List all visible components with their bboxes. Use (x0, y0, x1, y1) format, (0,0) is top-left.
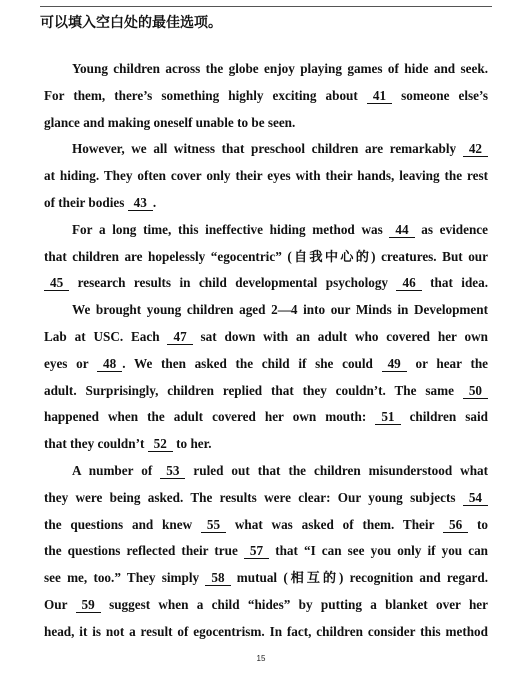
blank-59: 59 (76, 598, 101, 613)
text-run: to (477, 516, 488, 532)
passage-line (44, 592, 488, 619)
text-run: as evidence (421, 221, 488, 237)
passage-line (44, 110, 488, 137)
blank-56: 56 (443, 518, 468, 533)
text-run: that idea. (430, 275, 488, 291)
passage-line (44, 351, 488, 378)
text-run: A number of (72, 462, 153, 478)
blank-47: 47 (167, 330, 192, 345)
text-run: mutual (相互的) recognition and regard. (236, 570, 488, 586)
passage-line (44, 163, 488, 190)
text-run: research results in child developmental psychology (77, 275, 389, 291)
text-run: they were being asked. The results were clear: Our young subjects (44, 489, 456, 505)
text-run: of their bodies (44, 194, 125, 210)
passage-line (44, 83, 488, 110)
passage-line (44, 270, 488, 297)
passage-line (44, 565, 488, 592)
text-run: the questions and knew (44, 516, 193, 532)
text-run: eyes or (44, 355, 89, 371)
text-run: For them, there’s something highly exciting about (44, 87, 358, 103)
text-run: head, it is not a result of egocentrism. In fact, children consider this method (44, 623, 488, 639)
text-run: see me, too.” They simply (44, 570, 200, 586)
text-run: Our (44, 596, 68, 612)
passage-line (44, 378, 488, 405)
blank-49: 49 (382, 357, 407, 372)
text-run: happened when the adult covered her own mouth: (44, 409, 367, 425)
passage-line (44, 136, 488, 163)
passage-line (44, 297, 488, 324)
blank-55: 55 (201, 518, 226, 533)
text-run: However, we all witness that preschool children are remarkably (72, 141, 457, 157)
passage-line (44, 244, 488, 271)
text-run: suggest when a child “hides” by putting a blanket over her (109, 596, 488, 612)
text-run: to her. (176, 436, 212, 452)
passage-line (44, 404, 488, 431)
blank-45: 45 (44, 276, 69, 291)
blank-57: 57 (244, 544, 269, 559)
passage-line (44, 190, 488, 217)
text-run: Young children across the globe enjoy playing games of hide and seek. (72, 61, 488, 76)
blank-44: 44 (389, 223, 414, 238)
text-run: that “I can see you only if you can (275, 543, 488, 559)
text-run: Lab at USC. Each (44, 328, 160, 344)
passage-line (44, 619, 488, 646)
passage-line (44, 512, 488, 539)
instruction-header: 可以填入空白处的最佳选项。 (40, 15, 222, 31)
text-run: children said (409, 409, 488, 425)
text-run: that children are hopelessly “egocentric” (自我中心的) creatures. But our (44, 248, 488, 264)
blank-50: 50 (463, 384, 488, 399)
blank-53: 53 (160, 464, 185, 479)
passage-line (44, 431, 488, 458)
cloze-passage (44, 56, 488, 646)
text-run: the questions reflected their true (44, 543, 238, 559)
top-rule (40, 6, 492, 7)
blank-46: 46 (396, 276, 421, 291)
text-run: what was asked of them. Their (234, 516, 435, 532)
blank-48: 48 (97, 357, 122, 372)
blank-41: 41 (367, 89, 392, 104)
text-run: ruled out that the children misunderstood what (193, 462, 488, 478)
text-run: . (152, 194, 157, 210)
passage-line (44, 217, 488, 244)
blank-51: 51 (375, 410, 400, 425)
passage-line (44, 56, 488, 83)
text-run: glance and making oneself unable to be seen. (44, 114, 296, 130)
text-run: at hiding. They often cover only their eyes with their hands, leaving the rest (44, 168, 488, 184)
blank-58: 58 (205, 571, 230, 586)
text-run: someone else’s (401, 87, 488, 103)
text-run: We brought young children aged 2—4 into our Minds in Development (72, 302, 488, 318)
text-run: or hear the (415, 355, 488, 371)
text-run: . We then asked the child if she could (122, 355, 373, 371)
blank-43: 43 (128, 196, 153, 211)
blank-54: 54 (463, 491, 488, 506)
passage-line (44, 485, 488, 512)
text-run: that they couldn’t (44, 436, 145, 452)
text-run: adult. Surprisingly, children replied that they couldn’t. The same (44, 382, 454, 398)
blank-52: 52 (148, 437, 173, 452)
blank-42: 42 (463, 142, 488, 157)
passage-line (44, 538, 488, 565)
passage-line (44, 324, 488, 351)
passage-line (44, 458, 488, 485)
page-number: 15 (256, 654, 266, 663)
text-run: For a long time, this ineffective hiding method was (72, 221, 383, 237)
text-run: sat down with an adult who covered her own (200, 328, 488, 344)
